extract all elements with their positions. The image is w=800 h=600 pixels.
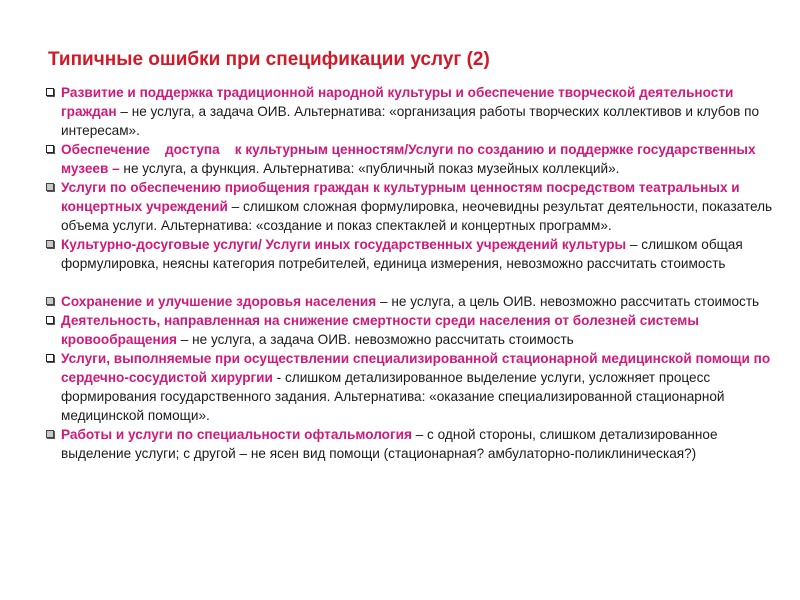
item-highlight: Сохранение и улучшение здоровья населения: [61, 294, 377, 309]
list-item: [46, 349, 776, 425]
list-item: [46, 83, 776, 140]
hollow-square-icon: [46, 354, 54, 362]
item-text: - слишком детализированное выделение услуги, усложняет процесс формирования государственного задания. Альтернатива: «оказание специализированной стационарной медицинской помощи».: [61, 370, 725, 423]
errors-list: [46, 83, 776, 463]
item-text: – слишком сложная формулировка, неочевидны результат деятельности, показатель объема услуги. Альтернатива: «создание и показ спектаклей и концертных программ».: [61, 199, 773, 233]
list-item: [46, 140, 776, 178]
item-text: – слишком общая формулировка, неясны категория потребителей, единица измерения, невозможно рассчитать стоимость: [61, 237, 743, 271]
list-item: [46, 292, 776, 311]
list-item: [46, 311, 776, 349]
list-item: [46, 425, 776, 463]
slide-title: Типичные ошибки при спецификации услуг (2): [48, 49, 490, 70]
item-text: – не услуга, а задача ОИВ. невозможно рассчитать стоимость: [177, 332, 574, 347]
hollow-square-icon: [46, 316, 54, 324]
filled-square-icon: [46, 183, 54, 191]
hollow-square-icon: [46, 145, 54, 153]
item-text: – не услуга, а задача ОИВ. Альтернатива: «организация работы творческих коллективов и клубов по интересам».: [61, 104, 760, 138]
item-text: не услуга, а функция. Альтернатива: «публичный показ музейных коллекций».: [119, 161, 620, 176]
item-text: – не услуга, а цель ОИВ. невозможно рассчитать стоимость: [376, 294, 760, 309]
item-highlight: Услуги, выполняемые при осуществлении специализированной стационарной медицинской помощи по сердечно-сосудистой хирургии: [61, 351, 771, 385]
filled-square-icon: [46, 240, 54, 248]
item-highlight: Деятельность, направленная на снижение смертности среди населения от болезней системы кровообращения: [61, 313, 699, 347]
item-text: – с одной стороны, слишком детализированное выделение услуги; с другой – не ясен вид помощи (стационарная? амбулаторно-поликлиническая?): [61, 427, 718, 461]
item-highlight: Культурно-досуговые услуги/ Услуги иных государственных учреждений культуры: [61, 237, 627, 252]
item-highlight: Услуги по обеспечению приобщения граждан к культурным ценностям посредством театральных и концертных учреждений: [61, 180, 740, 214]
list-item: [46, 178, 776, 235]
hollow-square-icon: [46, 88, 54, 96]
filled-square-icon: [46, 430, 54, 438]
item-highlight: Развитие и поддержка традиционной народной культуры и обеспечение творческой деятельности граждан: [61, 85, 734, 119]
item-highlight: Обеспечение доступа к культурным ценностям/Услуги по созданию и поддержке государственных музеев –: [61, 142, 760, 176]
item-highlight: Работы и услуги по специальности офтальмология: [61, 427, 412, 442]
list-item: [46, 235, 776, 273]
filled-square-icon: [46, 297, 54, 305]
